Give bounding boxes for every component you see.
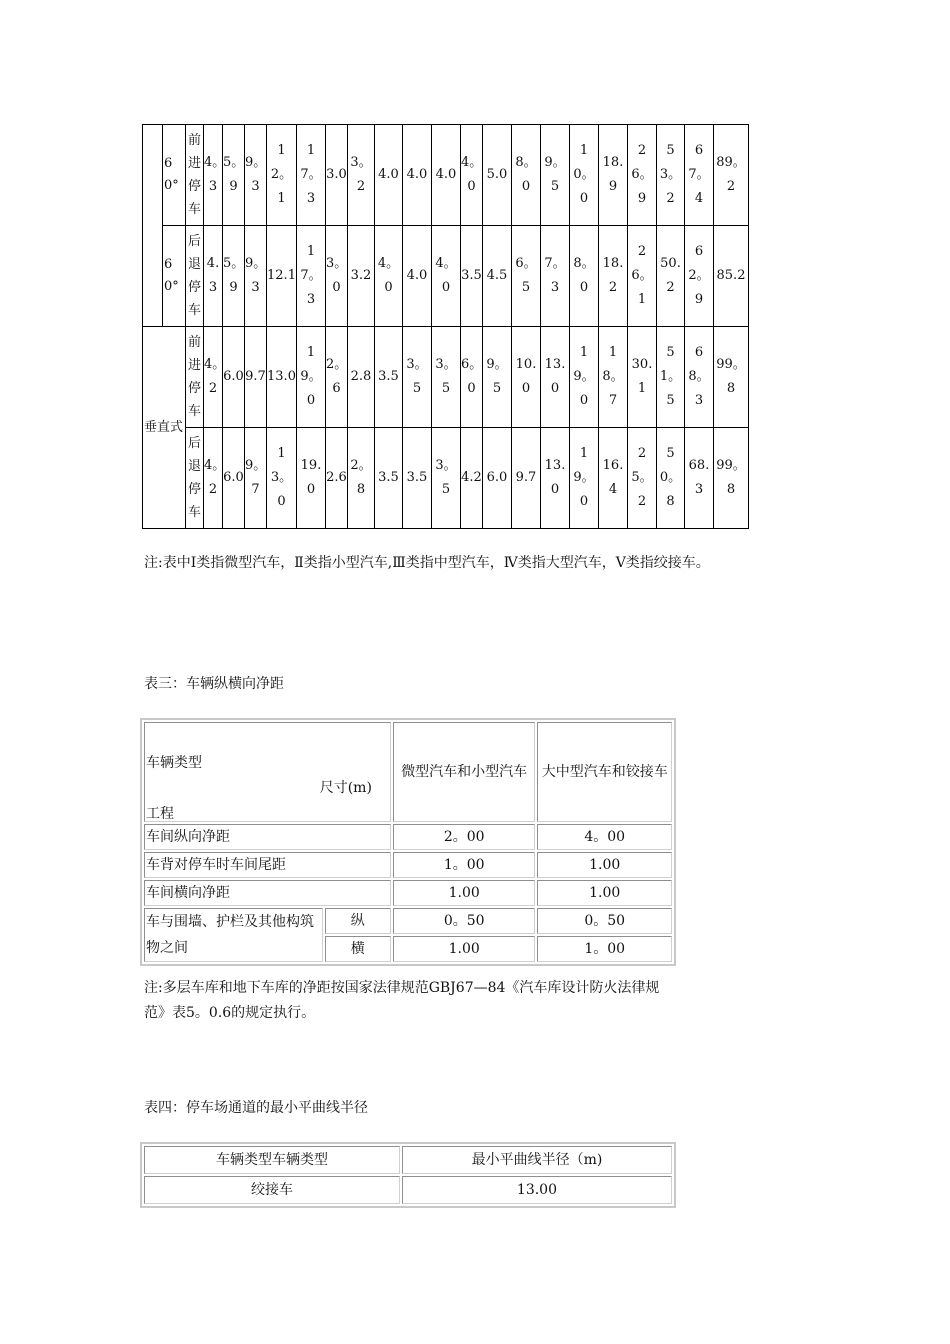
value-cell: 68。3 [685,327,714,428]
table-row [143,125,749,226]
value-cell: 6。5 [512,226,541,327]
value-cell: 4。2 [204,327,223,428]
mode-cell: 后退停车 [186,428,204,529]
value-cell: 3.0 [326,125,348,226]
value-cell: 26。9 [628,125,657,226]
value-cell: 3.5 [375,327,403,428]
value-cell: 6。0 [461,327,483,428]
value-cell: 1.00 [537,880,672,906]
value-cell: 4.2 [461,428,483,529]
table-row [143,226,749,327]
value-cell: 9.7 [512,428,541,529]
value-cell: 30.1 [628,327,657,428]
value-cell: 18.2 [599,226,628,327]
value-cell: 3。2 [348,125,375,226]
value-cell: 17。3 [297,226,326,327]
table-row [144,880,672,906]
value-cell: 6.0 [223,327,245,428]
value-cell: 5。9 [223,125,245,226]
table3-title: 表三：车辆纵横向净距 [144,676,284,692]
value-cell: 17。3 [297,125,326,226]
value-cell: 16.4 [599,428,628,529]
table-row [144,824,672,850]
value-cell: 4.0 [432,125,461,226]
value-cell: 4.0 [375,125,403,226]
value-cell: 89。2 [714,125,749,226]
value-cell: 13.0 [267,327,297,428]
value-cell: 4。2 [204,428,223,529]
value-cell: 10。0 [570,125,599,226]
mode-cell: 前进停车 [186,125,204,226]
value-cell: 9。5 [541,125,570,226]
value-cell: 3.5 [403,428,432,529]
value-cell: 9.7 [245,327,267,428]
header-small-vehicles: 微型汽车和小型汽车 [393,722,536,822]
value-cell: 1.00 [537,852,672,878]
row-label: 车间横向净距 [144,880,391,906]
value-cell: 4。0 [375,226,403,327]
value-cell: 12.1 [267,226,297,327]
table-row [143,428,749,529]
value-cell: 2。00 [393,824,536,850]
value-cell: 9。7 [245,428,267,529]
value-cell: 13.0 [541,428,570,529]
value-cell: 26。1 [628,226,657,327]
value-cell: 62。9 [685,226,714,327]
vehicle-class-note: 注:表中Ⅰ类指微型汽车，Ⅱ类指小型汽车,Ⅲ类指中型汽车，Ⅳ类指大型汽车，Ⅴ类指绞接车。 [144,555,710,571]
value-cell: 2.6 [326,428,348,529]
value-cell: 3。5 [403,327,432,428]
value-cell: 50.2 [657,226,685,327]
value-cell: 5.0 [483,125,512,226]
value-cell: 18.9 [599,125,628,226]
value-cell: 9。3 [245,226,267,327]
table-row [143,327,749,428]
value-cell: 4.3 [204,226,223,327]
corner-size-unit: 尺寸(m) [319,780,372,796]
value-cell: 10.0 [512,327,541,428]
value-cell: 53。2 [657,125,685,226]
value-cell: 18。7 [599,327,628,428]
value-cell: 6.0 [223,428,245,529]
value-cell: 12。1 [267,125,297,226]
value-cell: 0。50 [537,908,672,934]
corner-vehicle-type: 车辆类型 [146,755,202,771]
row-vehicle-type: 绞接车 [144,1176,400,1204]
value-cell: 1.00 [393,880,536,906]
value-cell: 4.0 [403,226,432,327]
value-cell: 8。0 [570,226,599,327]
value-cell: 9。5 [483,327,512,428]
value-cell: 19.0 [297,428,326,529]
row-label: 车与围墙、护栏及其他构筑物之间 [144,908,323,962]
mode-cell: 后退停车 [186,226,204,327]
value-cell: 1.00 [393,936,536,962]
mode-cell: 前进停车 [186,327,204,428]
value-cell: 4。0 [461,125,483,226]
value-cell: 2。6 [326,327,348,428]
value-cell: 6.0 [483,428,512,529]
value-cell: 13.0 [541,327,570,428]
group-label-cell: 垂直式 [143,327,186,529]
parking-dimension-table [142,124,749,529]
garage-note-line2: 范》表5。0.6的规定执行。 [144,1005,316,1021]
value-cell: 2.8 [348,327,375,428]
angle-cell: 60° [163,226,186,327]
value-cell: 4。00 [537,824,672,850]
row-label: 车背对停车时车间尾距 [144,852,391,878]
header-corner-cell [144,722,391,822]
value-cell: 8。0 [512,125,541,226]
value-cell: 4。0 [432,226,461,327]
value-cell: 4.5 [483,226,512,327]
row-label: 车间纵向净距 [144,824,391,850]
value-cell: 4.0 [403,125,432,226]
value-cell: 13。0 [267,428,297,529]
header-min-radius: 最小平曲线半径（m) [402,1146,672,1174]
value-cell: 9。3 [245,125,267,226]
vehicle-clearance-table [140,718,676,966]
value-cell: 0。50 [393,908,536,934]
value-cell: 50。8 [657,428,685,529]
table-row [144,722,672,822]
value-cell: 99。8 [714,327,749,428]
value-cell: 2。8 [348,428,375,529]
angle-cell: 60° [163,125,186,226]
sub-label: 纵 [325,908,391,934]
value-cell: 19。0 [297,327,326,428]
table4-title: 表四：停车场通道的最小平曲线半径 [144,1100,368,1116]
value-cell: 51。5 [657,327,685,428]
value-cell: 25。2 [628,428,657,529]
curve-radius-table [140,1142,676,1208]
value-cell: 3。0 [326,226,348,327]
value-cell: 5。9 [223,226,245,327]
value-cell: 3。5 [432,428,461,529]
table-row [144,908,672,934]
value-cell: 3.5 [461,226,483,327]
header-large-vehicles: 大中型汽车和铰接车 [537,722,672,822]
table-row [144,1146,672,1174]
value-cell: 7。3 [541,226,570,327]
value-cell: 3.5 [375,428,403,529]
value-cell: 4。3 [204,125,223,226]
value-cell: 99。8 [714,428,749,529]
garage-note-line1: 注:多层车库和地下车库的净距按国家法律规范GBJ67—84《汽车库设计防火法律规 [144,980,660,996]
value-cell: 68.3 [685,428,714,529]
value-cell: 3.2 [348,226,375,327]
value-cell: 3。5 [432,327,461,428]
table-row [144,852,672,878]
value-cell: 85.2 [714,226,749,327]
value-cell: 67。4 [685,125,714,226]
table-row [144,1176,672,1204]
value-cell: 19。0 [570,428,599,529]
row-min-radius: 13.00 [402,1176,672,1204]
group-label-cell [143,125,163,327]
sub-label: 横 [325,936,391,962]
corner-item: 工程 [146,806,174,822]
value-cell: 1。00 [537,936,672,962]
value-cell: 19。0 [570,327,599,428]
value-cell: 1。00 [393,852,536,878]
header-vehicle-type: 车辆类型车辆类型 [144,1146,400,1174]
